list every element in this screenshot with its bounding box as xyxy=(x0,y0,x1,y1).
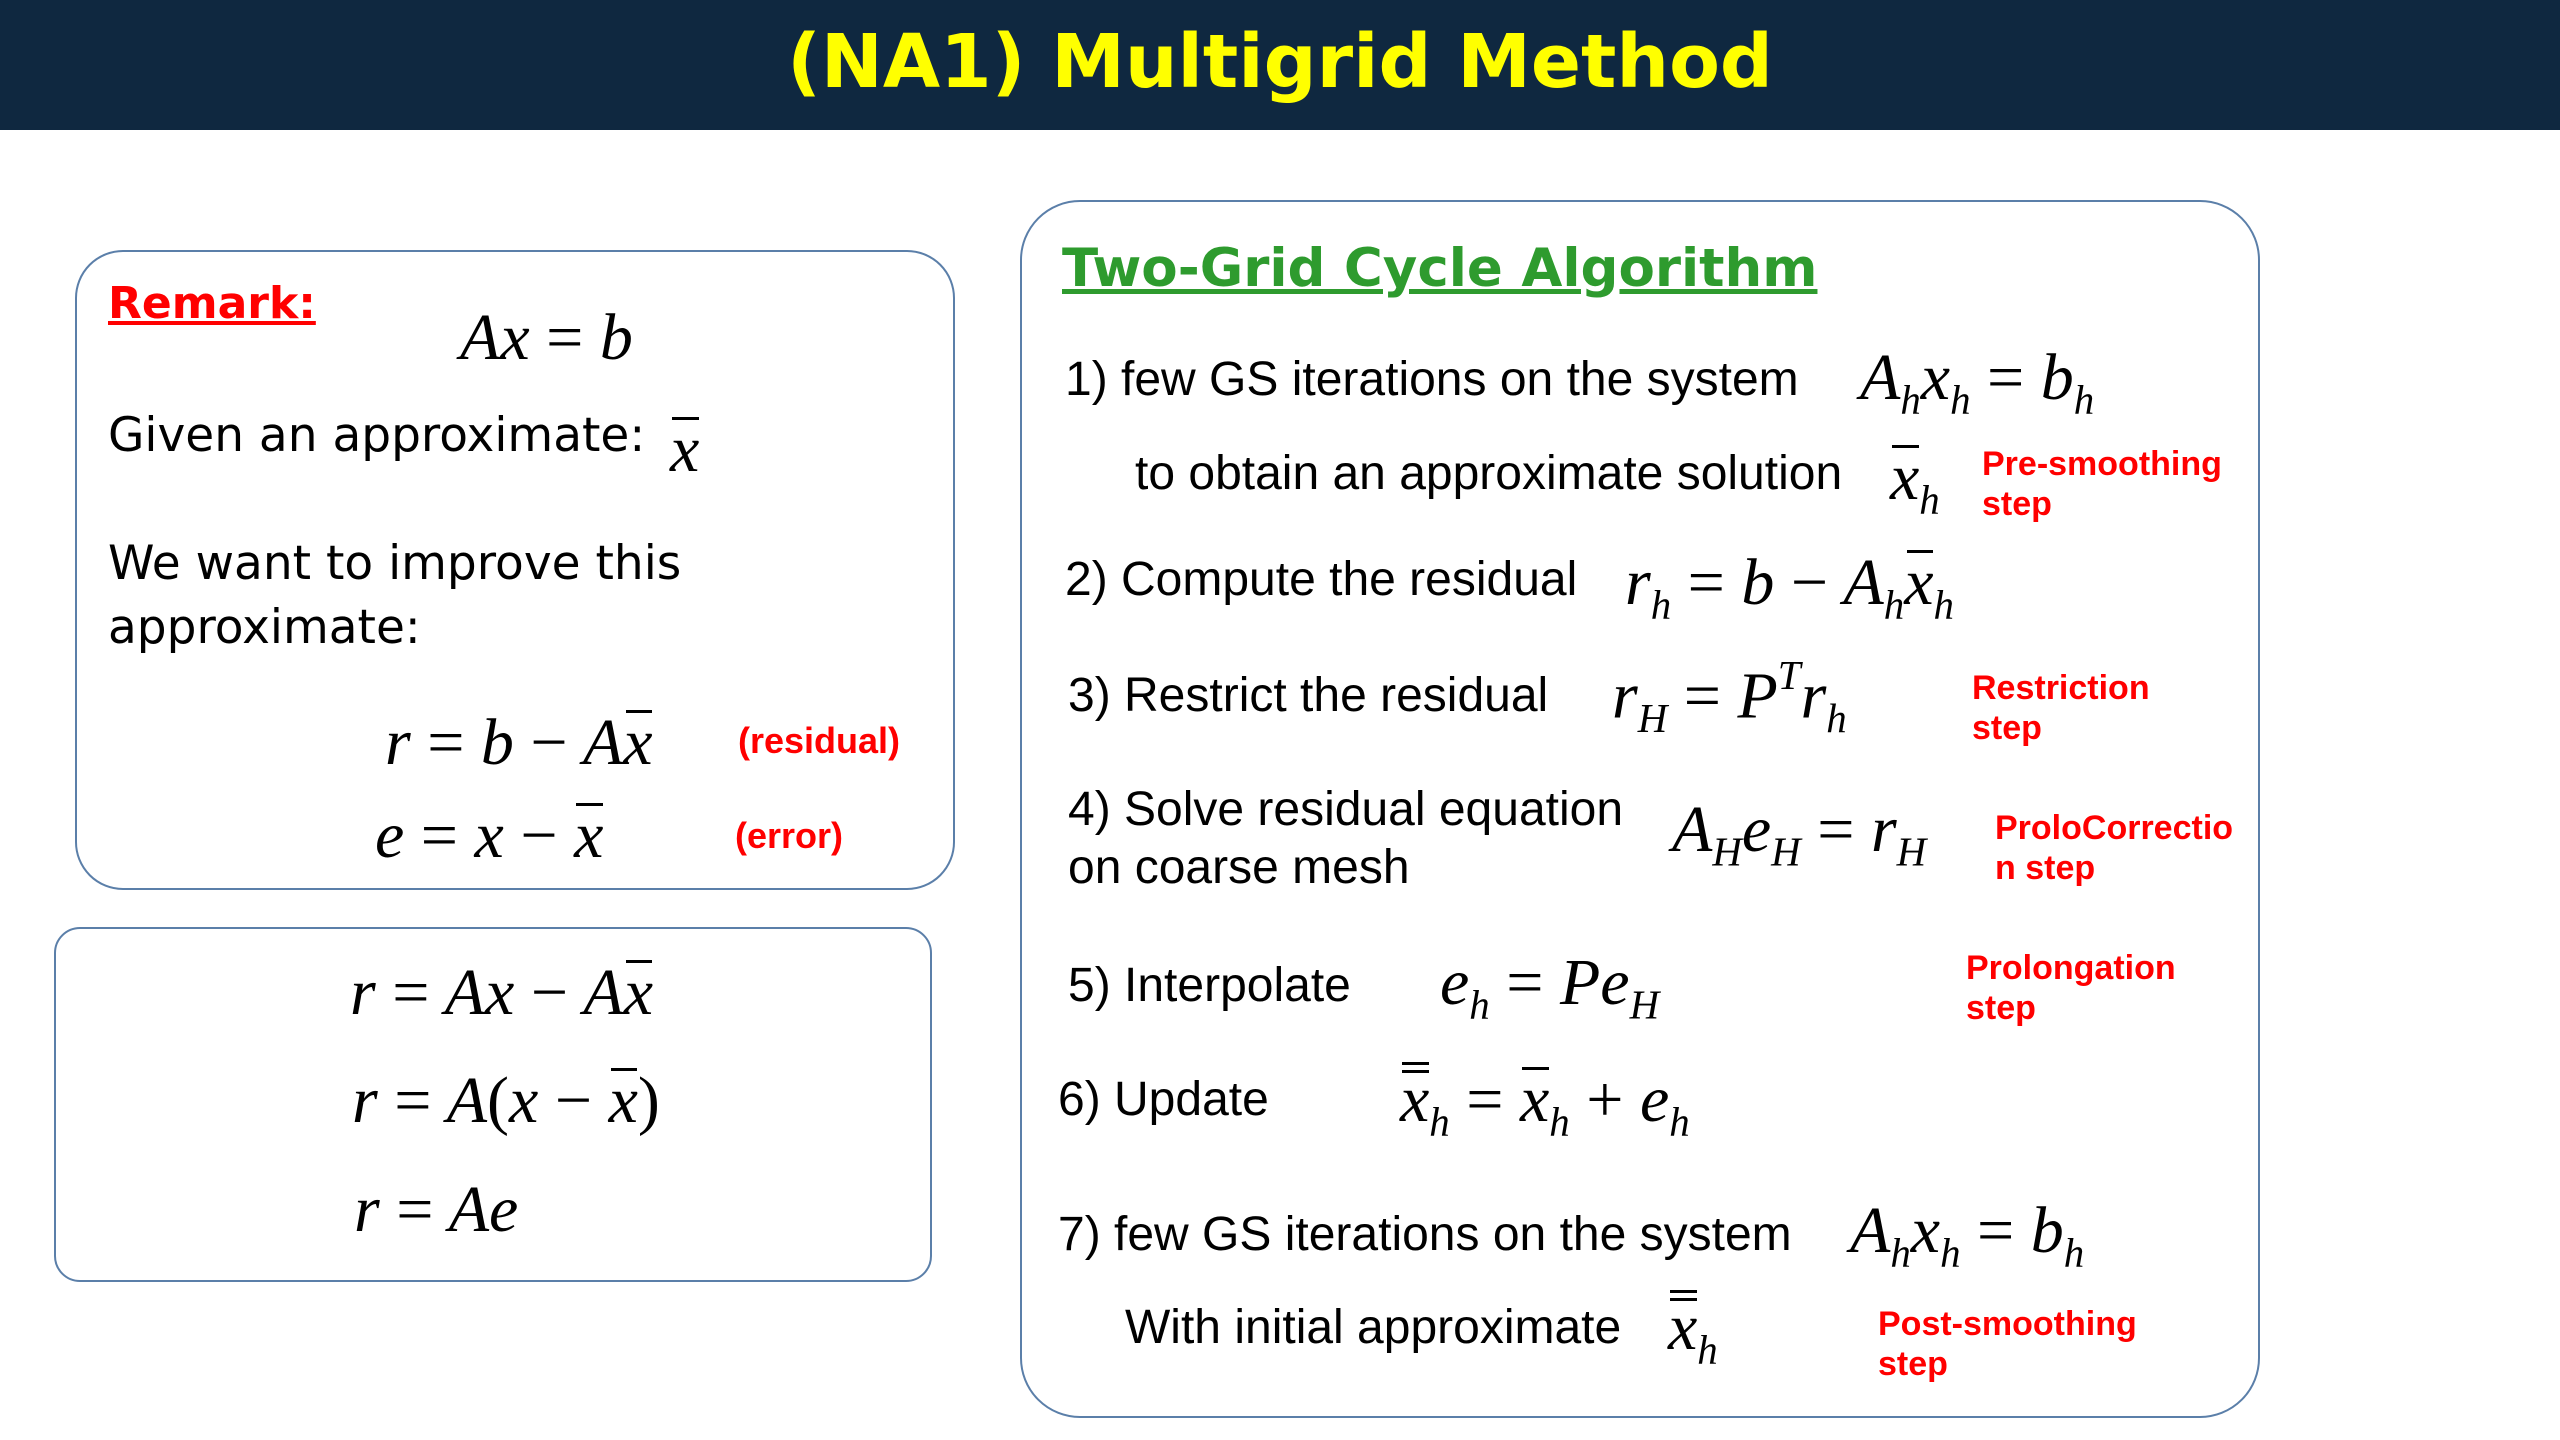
step6-equation: $x_h = x_h + e_h$ xyxy=(1400,1063,1690,1145)
step2-text: 2) Compute the residual xyxy=(1065,553,1578,606)
derivation-line3: r = Ae xyxy=(354,1173,519,1246)
prolocorrection-label xyxy=(1995,808,2233,888)
algorithm-heading: Two-Grid Cycle Algorithm xyxy=(1062,238,1818,299)
step1-equation: $A_hx_h = b_h$ xyxy=(1860,341,2095,423)
step4-text-line1: 4) Solve residual equation xyxy=(1068,783,1624,836)
step2-equation: $r_h = b - A_hx_h$ xyxy=(1625,546,1954,628)
residual-equation: r = b − Ax xyxy=(385,706,653,779)
step1-xbar: $x_h$ xyxy=(1890,441,1940,523)
postsmoothing-label-line2: step xyxy=(1878,1345,1948,1383)
step4-equation: $A_He_H = r_H$ xyxy=(1672,793,1927,875)
restriction-label xyxy=(1972,668,2150,748)
given-text: Given an approximate: xyxy=(108,408,646,463)
remark-heading: Remark: xyxy=(108,278,316,329)
prolocorrection-label-line2: n step xyxy=(1995,849,2096,887)
presmoothing-label-line1: Pre-smoothing xyxy=(1982,445,2222,483)
step1b-text: to obtain an approximate solution xyxy=(1135,447,1843,500)
error-equation: e = x − x xyxy=(375,799,604,872)
step4-text-line2: on coarse mesh xyxy=(1068,841,1410,894)
step3-equation: $r_H = P^Tr_h$ xyxy=(1612,653,1847,741)
restriction-label-line2: step xyxy=(1972,709,2042,747)
prolongation-label-line1: Prolongation xyxy=(1966,949,2176,987)
prolongation-label-line2: step xyxy=(1966,989,2036,1027)
step5-equation: $e_h = Pe_H$ xyxy=(1440,946,1660,1028)
step3-text: 3) Restrict the residual xyxy=(1068,669,1549,722)
slide-title: (NA1) Multigrid Method xyxy=(787,19,1773,105)
error-label: (error) xyxy=(735,815,844,856)
step6-text: 6) Update xyxy=(1058,1073,1269,1126)
improve-text-line2: approximate: xyxy=(108,600,421,655)
improve-text-line1: We want to improve this xyxy=(108,536,682,591)
derivation-line1: r = Ax − Ax xyxy=(350,956,653,1029)
step1-text: 1) few GS iterations on the system xyxy=(1065,353,1799,406)
presmoothing-label xyxy=(1982,444,2222,524)
step7-equation: $A_hx_h = b_h$ xyxy=(1850,1194,2085,1276)
x-bar-symbol: x xyxy=(670,413,700,486)
step5-text: 5) Interpolate xyxy=(1068,959,1351,1012)
derivation-line2: r = A(x − x) xyxy=(352,1064,660,1137)
postsmoothing-label xyxy=(1878,1304,2137,1384)
presmoothing-label-line2: step xyxy=(1982,485,2052,523)
prolongation-label xyxy=(1966,948,2176,1028)
postsmoothing-label-line1: Post-smoothing xyxy=(1878,1305,2137,1343)
step7-text: 7) few GS iterations on the system xyxy=(1058,1208,1792,1261)
residual-label: (residual) xyxy=(738,720,901,761)
restriction-label-line1: Restriction xyxy=(1972,669,2150,707)
step7-xdoublebar: $x_h$ xyxy=(1668,1291,1718,1373)
equation-ax-b: Ax = b xyxy=(460,301,633,374)
step7b-text: With initial approximate xyxy=(1125,1301,1622,1354)
prolocorrection-label-line1: ProloCorrectio xyxy=(1995,809,2234,847)
